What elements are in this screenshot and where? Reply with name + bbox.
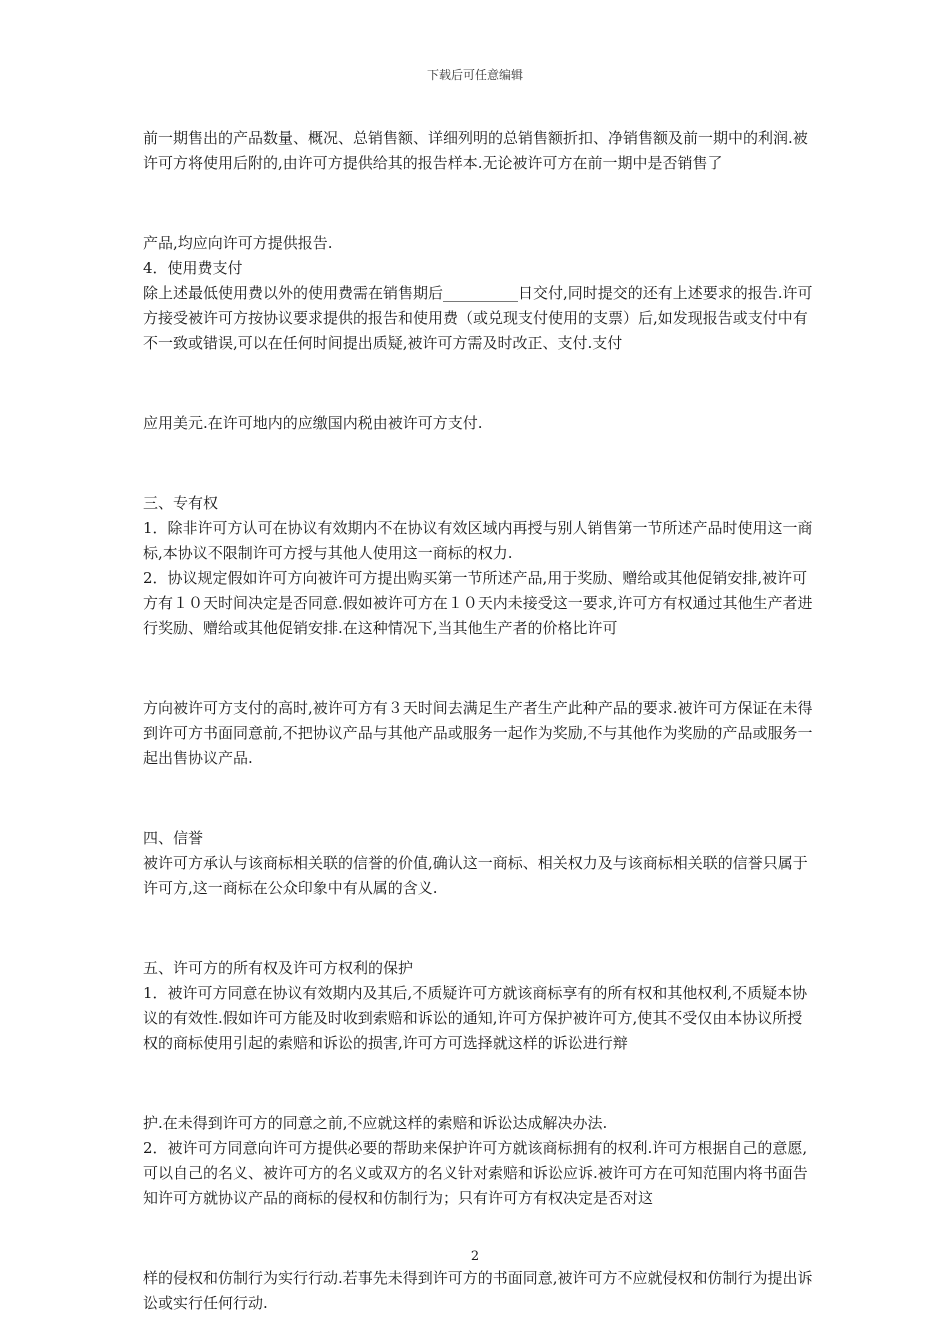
paragraph: 1．被许可方同意在协议有效期内及其后,不质疑许可方就该商标享有的所有权和其他权利,不质疑本协议的有效性.假如许可方能及时收到索赔和诉讼的通知,许可方保护被许可方,使其不受仅由本协议所授权的商标使用引起的索赔和诉讼的损害,许可方可选择就这样的诉讼进行辩 <box>143 984 808 1052</box>
paragraph-gap <box>143 916 815 941</box>
paragraph: 1．除非许可方认可在协议有效期内不在协议有效区域内再授与别人销售第一节所述产品时使用这一商标,本协议不限制许可方授与其他人使用这一商标的权力. <box>143 519 813 562</box>
paragraph: 除上述最低使用费以外的使用费需在销售期后__________日交付,同时提交的还有上述要求的报告.许可方接受被许可方按协议要求提供的报告和使用费（或兑现支付使用的支票）后,如发现报告或支付中有不一致或错误,可以在任何时间提出质疑,被许可方需及时改正、支付.支付 <box>143 284 813 352</box>
paragraph-gap <box>143 1226 815 1251</box>
page-header: 下载后可任意编辑 <box>426 68 523 82</box>
paragraph: 样的侵权和仿制行为实行行动.若事先未得到许可方的书面同意,被许可方不应就侵权和仿制行为提出诉讼或实行任何行动. <box>143 1269 813 1312</box>
paragraph-gap <box>143 1071 815 1096</box>
paragraph-gap <box>143 371 815 396</box>
paragraph: 四、信誉 <box>143 829 204 847</box>
paragraph-gap <box>143 786 815 811</box>
paragraph-gap <box>143 451 815 476</box>
paragraph: 4．使用费支付 <box>143 259 243 277</box>
paragraph: 前一期售出的产品数量、概况、总销售额、详细列明的总销售额折扣、净销售额及前一期中的利润.被许可方将使用后附的,由许可方提供给其的报告样本.无论被许可方在前一期中是否销售了 <box>143 129 808 172</box>
paragraph-gap <box>143 191 815 216</box>
paragraph: 五、许可方的所有权及许可方权利的保护 <box>143 959 414 977</box>
paragraph: 被许可方承认与该商标相关联的信誉的价值,确认这一商标、相关权力及与该商标相关联的信誉只属于许可方,这一商标在公众印象中有从属的含义. <box>143 854 808 897</box>
document-body <box>143 126 815 1316</box>
paragraph: 2．被许可方同意向许可方提供必要的帮助来保护许可方就该商标拥有的权利.许可方根据自己的意愿,可以自己的名义、被许可方的名义或双方的名义针对索赔和诉讼应诉.被许可方在可知范围内将书面告知许可方就协议产品的商标的侵权和仿制行为；只有许可方有权决定是否对这 <box>143 1139 808 1207</box>
paragraph-gap <box>143 656 815 681</box>
paragraph: 方向被许可方支付的高时,被许可方有３天时间去满足生产者生产此种产品的要求.被许可方保证在未得到许可方书面同意前,不把协议产品与其他产品或服务一起作为奖励,不与其他作为奖励的产品或服务一起出售协议产品. <box>143 699 813 767</box>
paragraph: 三、专有权 <box>143 494 219 512</box>
paragraph: 产品,均应向许可方提供报告. <box>143 234 333 252</box>
paragraph: 2．协议规定假如许可方向被许可方提出购买第一节所述产品,用于奖励、赠给或其他促销安排,被许可方有１０天时间决定是否同意.假如被许可方在１０天内未接受这一要求,许可方有权通过其他生产者进行奖励、赠给或其他促销安排.在这种情况下,当其他生产者的价格比许可 <box>143 569 813 637</box>
paragraph: 应用美元.在许可地内的应缴国内税由被许可方支付. <box>143 414 483 432</box>
page-number: 2 <box>470 1249 480 1264</box>
paragraph: 护.在未得到许可方的同意之前,不应就这样的索赔和诉讼达成解决办法. <box>143 1114 608 1132</box>
